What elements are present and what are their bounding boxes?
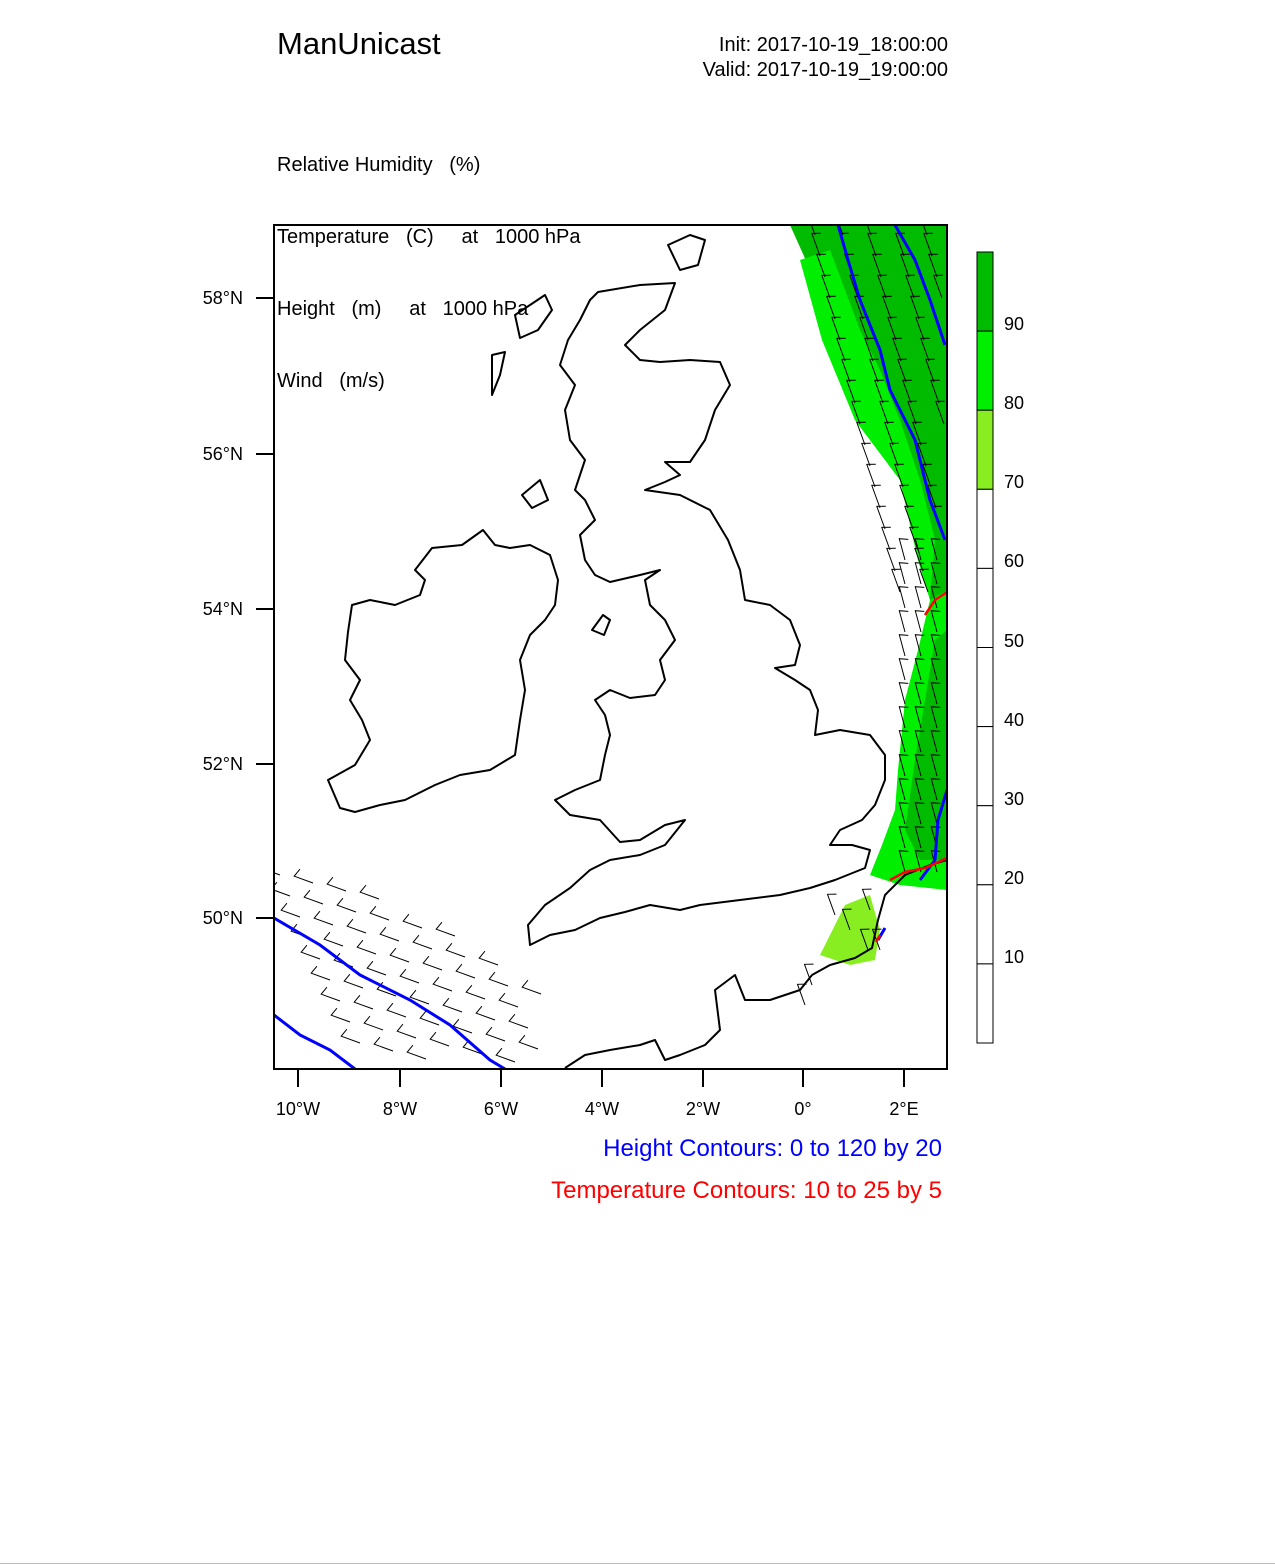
wind-barb <box>877 506 886 529</box>
height-contour-sw-2 <box>274 1015 355 1069</box>
lon-label-10w: 10°W <box>275 1099 321 1119</box>
wind-barb <box>522 980 541 994</box>
wind-barb <box>887 548 896 571</box>
colorbar-label-30: 30 <box>1004 789 1025 809</box>
colorbar-label-60: 60 <box>1004 551 1025 571</box>
coast-great-britain <box>528 283 885 945</box>
wind-barb <box>519 1035 538 1049</box>
wind-barb <box>872 485 881 508</box>
wind-barb <box>314 911 333 925</box>
wind-barb <box>479 951 498 965</box>
wind-barb <box>380 927 399 941</box>
wind-barb <box>413 935 432 949</box>
valid-time: Valid: 2017-10-19_19:00:00 <box>702 59 948 81</box>
lat-label-56: 56°N <box>202 444 243 464</box>
wind-barb <box>430 1032 449 1046</box>
colorbar-box <box>977 885 993 964</box>
colorbar-box <box>977 410 993 489</box>
wind-barb <box>862 443 871 466</box>
lat-labels <box>203 288 243 928</box>
wind-barb <box>466 985 485 999</box>
coast-isle-of-man <box>592 615 610 635</box>
wind-barb <box>899 611 908 632</box>
wind-barb <box>436 922 455 936</box>
wind-barb <box>374 1037 393 1051</box>
field-wind: Wind (m/s) <box>277 370 385 392</box>
wind-barb <box>915 611 924 632</box>
colorbar-box <box>977 568 993 647</box>
wind-barb <box>261 861 280 875</box>
coast-ireland <box>328 530 558 812</box>
wind-barb <box>327 877 346 891</box>
colorbar-label-40: 40 <box>1004 710 1025 730</box>
wind-barb <box>370 906 389 920</box>
colorbar-box <box>977 806 993 885</box>
colorbar-box <box>977 489 993 568</box>
colorbar-box <box>977 727 993 806</box>
lat-label-54: 54°N <box>202 599 243 619</box>
wind-barb <box>360 885 379 899</box>
field-temperature: Temperature (C) at 1000 hPa <box>277 226 581 248</box>
wind-barb <box>899 587 908 608</box>
colorbar-box <box>977 648 993 727</box>
wind-barb <box>899 635 908 656</box>
colorbar-boxes <box>977 252 993 1043</box>
wind-barb <box>354 995 373 1009</box>
wind-barb <box>867 464 876 487</box>
model-title: ManUnicast <box>277 26 441 61</box>
colorbar-label-80: 80 <box>1004 393 1025 413</box>
page-bottom-rule <box>0 1563 1275 1564</box>
colorbar-labels <box>1004 314 1024 967</box>
init-time: Init: 2017-10-19_18:00:00 <box>718 34 948 56</box>
lon-label-6w: 6°W <box>483 1099 519 1119</box>
map-area <box>261 212 947 1069</box>
lon-ticks <box>298 1069 904 1087</box>
coast-skye <box>515 295 552 338</box>
lat-ticks <box>256 298 274 918</box>
field-rh: Relative Humidity (%) <box>277 154 481 176</box>
wind-barb <box>496 1048 515 1062</box>
wind-barb <box>499 993 518 1007</box>
colorbar-box <box>977 331 993 410</box>
coast-hebrides <box>492 352 505 395</box>
lon-label-2e: 2°E <box>889 1099 919 1119</box>
lon-labels <box>276 1099 919 1119</box>
wind-barb <box>828 894 837 915</box>
wind-barb <box>341 1029 360 1043</box>
height-contour-caption: Height Contours: 0 to 120 by 20 <box>603 1135 942 1162</box>
wind-barb <box>433 977 452 991</box>
colorbar <box>977 252 1024 1043</box>
wind-barb <box>390 948 409 962</box>
coast-orkney <box>668 235 705 270</box>
colorbar-label-90: 90 <box>1004 314 1025 334</box>
wind-barb <box>301 945 320 959</box>
temperature-contour-caption: Temperature Contours: 10 to 25 by 5 <box>551 1177 942 1204</box>
wind-barb <box>486 1027 505 1041</box>
lat-label-58: 58°N <box>202 288 243 308</box>
wind-barb <box>446 943 465 957</box>
wind-barb <box>407 1045 426 1059</box>
wind-barb <box>281 903 300 917</box>
field-height: Height (m) at 1000 hPa <box>277 298 529 320</box>
wind-barb <box>400 969 419 983</box>
wind-barb <box>915 587 924 608</box>
colorbar-label-70: 70 <box>1004 472 1025 492</box>
wind-barb <box>456 964 475 978</box>
wind-barb <box>443 998 462 1012</box>
colorbar-box <box>977 252 993 331</box>
wind-barb <box>357 940 376 954</box>
wind-barb <box>899 659 908 680</box>
wind-barb <box>403 914 422 928</box>
lat-label-50: 50°N <box>202 908 243 928</box>
wind-barb <box>882 527 891 550</box>
wind-barb <box>364 1016 383 1030</box>
lon-label-2w: 2°W <box>685 1099 721 1119</box>
coast-france <box>565 860 947 1068</box>
lon-label-4w: 4°W <box>584 1099 620 1119</box>
wind-barb <box>294 869 313 883</box>
colorbar-box <box>977 964 993 1043</box>
colorbar-label-50: 50 <box>1004 631 1025 651</box>
colorbar-label-20: 20 <box>1004 868 1025 888</box>
wind-barb <box>367 961 386 975</box>
coast-islay <box>522 480 548 508</box>
wind-barb <box>347 919 366 933</box>
wind-barb <box>899 563 908 584</box>
lon-label-8w: 8°W <box>382 1099 418 1119</box>
wind-barb <box>899 539 908 560</box>
wind-barb <box>423 956 442 970</box>
wind-barb <box>321 987 340 1001</box>
wind-barb <box>509 1014 528 1028</box>
wind-barb <box>476 1006 495 1020</box>
wind-barb <box>324 932 343 946</box>
wind-barb <box>387 1003 406 1017</box>
lon-label-0: 0° <box>794 1099 812 1119</box>
wind-barb <box>331 1008 350 1022</box>
wind-barb <box>334 953 353 967</box>
lat-label-52: 52°N <box>202 754 243 774</box>
wind-barb <box>489 972 508 986</box>
wind-barb <box>304 890 323 904</box>
wind-barb <box>311 966 330 980</box>
wind-barb <box>397 1024 416 1038</box>
colorbar-label-10: 10 <box>1004 947 1025 967</box>
wind-barb <box>337 898 356 912</box>
